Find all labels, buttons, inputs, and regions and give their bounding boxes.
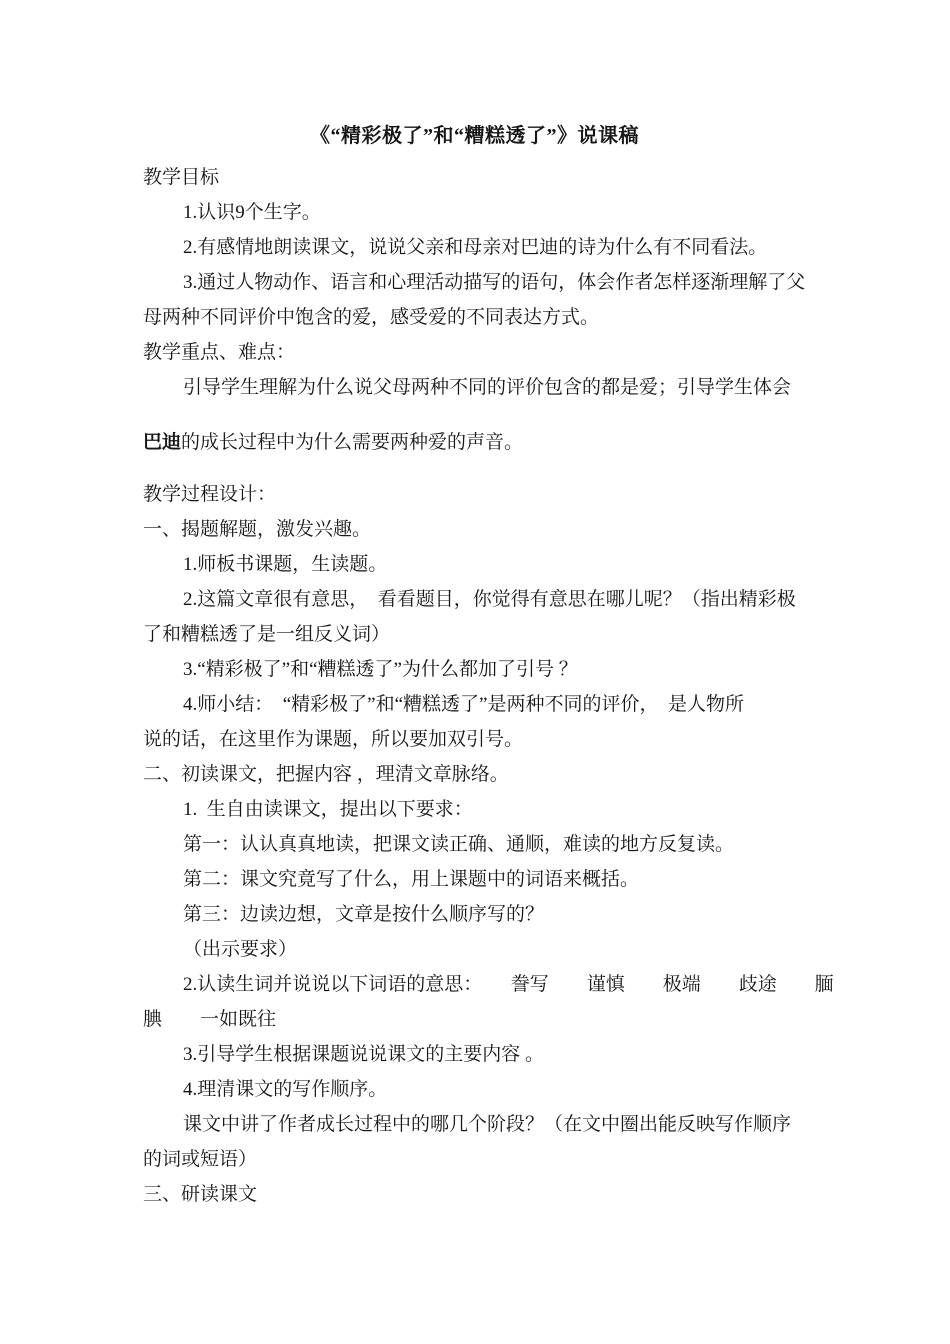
s1-item-3: 3.“精彩极了”和“糟糕透了”为什么都加了引号 ？ — [183, 659, 578, 680]
doc-title: 《“精彩极了”和“糟糕透了”》说课稿 — [310, 125, 639, 147]
s1-item-2-line-2: 了和糟糕透了是一组反义词） — [143, 624, 391, 645]
section-1-heading: 一、揭题解题，激发兴趣。 — [143, 519, 372, 540]
s1-item-4-line-1: 4.师小结： “精彩极了”和“糟糕透了”是两种不同的评价， 是人物所 — [183, 694, 744, 715]
s2-show-requirements: （出示要求） — [183, 939, 298, 960]
section-3-heading: 三、研读课文 — [143, 1184, 258, 1205]
goal-item-3-line-2: 母两种不同评价中饱含的爱，感受爱的不同表达方式。 — [143, 307, 600, 328]
s2-item-4-question-line-1: 课文中讲了作者成长过程中的哪几个阶段？（在文中圈出能反映写作顺序 — [183, 1114, 792, 1135]
s1-item-2-line-1: 2.这篇文章很有意思， 看看题目，你觉得有意思在哪儿呢？（指出精彩极 — [183, 589, 796, 610]
s2-item-2-vocab-line-1: 2.认读生词并说说以下词语的意思： 誊写 谨慎 极端 歧途 腼 — [183, 974, 834, 995]
blank-line — [143, 405, 910, 425]
key-points-line-1: 引导学生理解为什么说父母两种不同的评价包含的都是爱；引导学生体会 — [183, 377, 792, 398]
goal-item-3-line-1: 3.通过人物动作、语言和心理活动描写的语句，体会作者怎样逐渐理解了父 — [183, 272, 806, 293]
goal-item-2: 2.有感情地朗读课文，说说父亲和母亲对巴迪的诗为什么有不同看法。 — [183, 237, 768, 258]
s2-item-1: 1. 生自由读课文，提出以下要求： — [183, 799, 473, 820]
s1-item-4-line-2: 说的话，在这里作为课题，所以要加双引号。 — [143, 729, 524, 750]
key-points-line-2 — [143, 425, 910, 460]
key-points-line-2-rest: 的成长过程中为什么需要两种爱的声音。 — [181, 432, 524, 453]
s2-item-4-question-line-2: 的词或短语） — [143, 1149, 258, 1170]
s2-item-3: 3.引导学生根据课题说说课文的主要内容 。 — [183, 1044, 545, 1065]
heading-teaching-goals: 教学目标 — [143, 167, 220, 188]
heading-key-difficult-points: 教学重点、难点： — [143, 342, 296, 363]
blank-line — [143, 460, 910, 477]
s2-item-2-vocab-line-2: 腆 一如既往 — [143, 1009, 277, 1030]
goal-item-1: 1.认识9个生字。 — [183, 202, 321, 223]
s2-item-4: 4.理清课文的写作顺序。 — [183, 1079, 388, 1100]
section-2-heading: 二、初读课文，把握内容 ，理清文章脉络。 — [143, 764, 509, 785]
s2-requirement-1: 第一：认认真真地读，把课文读正确、通顺，难读的地方反复读。 — [183, 834, 735, 855]
s2-requirement-3: 第三：边读边想，文章是按什么顺序写的？ — [183, 904, 545, 925]
badi-name-bold: 巴迪 — [143, 432, 182, 453]
s2-requirement-2: 第二：课文究竟写了什么，用上课题中的词语来概括。 — [183, 869, 640, 890]
s1-item-1: 1.师板书课题，生读题。 — [183, 554, 388, 575]
heading-teaching-process: 教学过程设计： — [143, 484, 277, 505]
